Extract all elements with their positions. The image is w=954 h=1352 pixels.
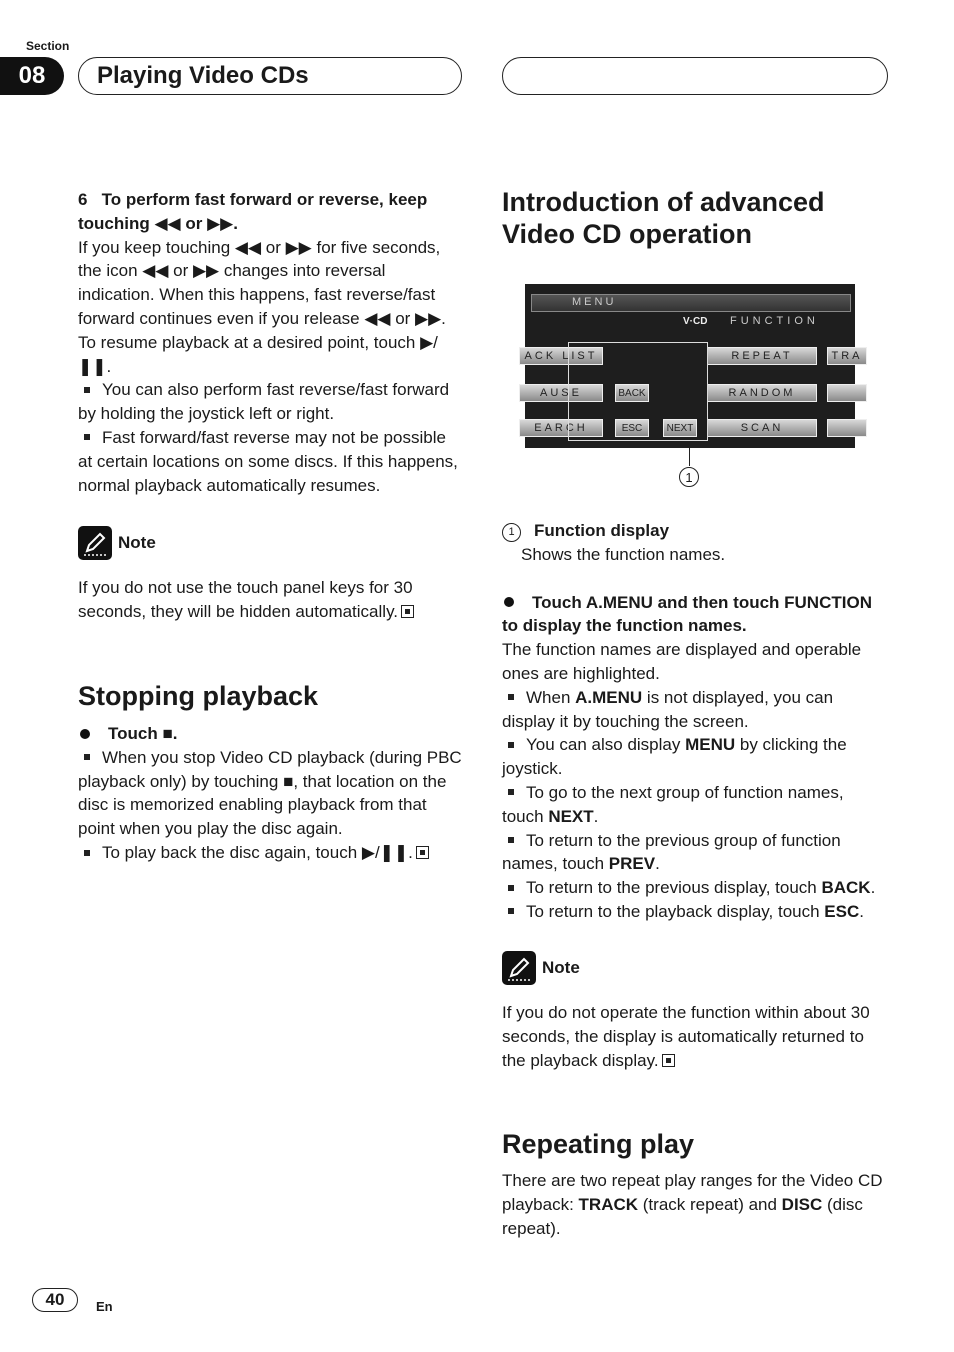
repeating-text: There are two repeat play ranges for the Video CD playback: TRACK (track repeat) and DISC (disc repeat). [502,1171,883,1238]
stopping-bullet-2: To play back the disc again, touch ▶/❚❚. [78,841,462,865]
function-display-text: Shows the function names. [521,544,726,564]
language-label: En [96,1299,113,1314]
section-number: 08 [0,57,64,95]
left-column [78,188,462,497]
intro-heading: Introduction of advanced Video CD operation [502,187,825,249]
repeating-heading: Repeating play [502,1129,695,1159]
function-display-highlight [568,342,708,441]
step6-body: If you keep touching ◀◀ or ▶▶ for five seconds, the icon ◀◀ or ▶▶ changes into reversal indication. When this happens, fast reverse/fast forward continues even if you release ◀◀ or ▶▶. To resume playback at a desired point, touch ▶/❚❚. [78,237,446,376]
section-label: Section [26,39,70,53]
right-step-body: The function names are displayed and operable ones are highlighted. [502,640,862,683]
function-screen-image [524,284,863,448]
back-button: BACK [615,384,649,402]
page-number: 40 [32,1288,78,1312]
stopping-bullet-1: When you stop Video CD playback (during PBC playback only) by touching ■, that location on the disc is memorized enabling playback from that point when you play the disc again. [78,747,462,839]
right-column [502,519,888,924]
back-list-button: ACK LIST [519,347,603,365]
track-button: TRA [827,347,867,365]
right-bullet-2: You can also display MENU by clicking the joystick. [502,735,847,779]
stopping-heading: Stopping playback [78,681,319,711]
note-text: If you do not operate the function within about 30 seconds, the display is automatically returned to the playback display. [502,1003,870,1070]
step6-bullet-2: Fast forward/fast reverse may not be possible at certain locations on some discs. If this happens, normal playback automatically resumes. [78,427,458,495]
right-bullet-3: To go to the next group of function names, touch NEXT. [502,782,844,826]
right-bullet-1: When A.MENU is not displayed, you can display it by touching the screen. [502,687,834,731]
note-right [502,951,888,1072]
step6-bullet-1: You can also perform fast reverse/fast forward by holding the joystick left or right. [78,380,450,424]
end-mark-icon [662,1054,675,1067]
pause-button: AUSE [519,384,603,402]
note-text: If you do not use the touch panel keys for 30 seconds, they will be hidden automatically. [78,578,413,621]
right-bullet-5: To return to the previous display, touch BACK. [502,876,888,900]
repeat-button: REPEAT [707,347,817,365]
esc-button: ESC [615,419,649,437]
scan-button: SCAN [707,419,817,437]
pencil-icon [78,526,112,560]
end-mark-icon [416,846,429,859]
menu-label: MENU [572,296,617,308]
right-bullet-4: To return to the previous group of function names, touch PREV. [502,830,841,874]
chapter-title [78,57,462,95]
note-heading: Note [502,951,888,985]
pencil-icon [502,951,536,985]
callout-number: 1 [679,467,699,487]
side-button [827,419,867,437]
stopping-section [78,722,462,865]
note-heading: Note [78,526,462,560]
note-left [78,526,462,624]
function-display-title: 1 Function display [502,519,888,543]
step6-heading: 6 To perform fast forward or reverse, keep touching ◀◀ or ▶▶. [78,190,428,233]
random-button: RANDOM [707,384,817,402]
end-mark-icon [401,605,414,618]
right-bullet-6: To return to the playback display, touch ESC. [502,900,888,924]
search-button: EARCH [519,419,603,437]
right-step-heading: Touch A.MENU and then touch FUNCTION to display the function names. [502,592,872,636]
callout-line [689,448,690,466]
vcd-logo: V·CD [683,316,708,327]
chapter-title-text: Playing Video CDs [97,62,309,89]
header-empty-box [502,57,888,95]
stopping-step: Touch ■. [78,722,462,746]
next-button: NEXT [663,419,697,437]
function-label: FUNCTION [730,315,819,327]
menu-bar [531,294,851,312]
side-button [827,384,867,402]
